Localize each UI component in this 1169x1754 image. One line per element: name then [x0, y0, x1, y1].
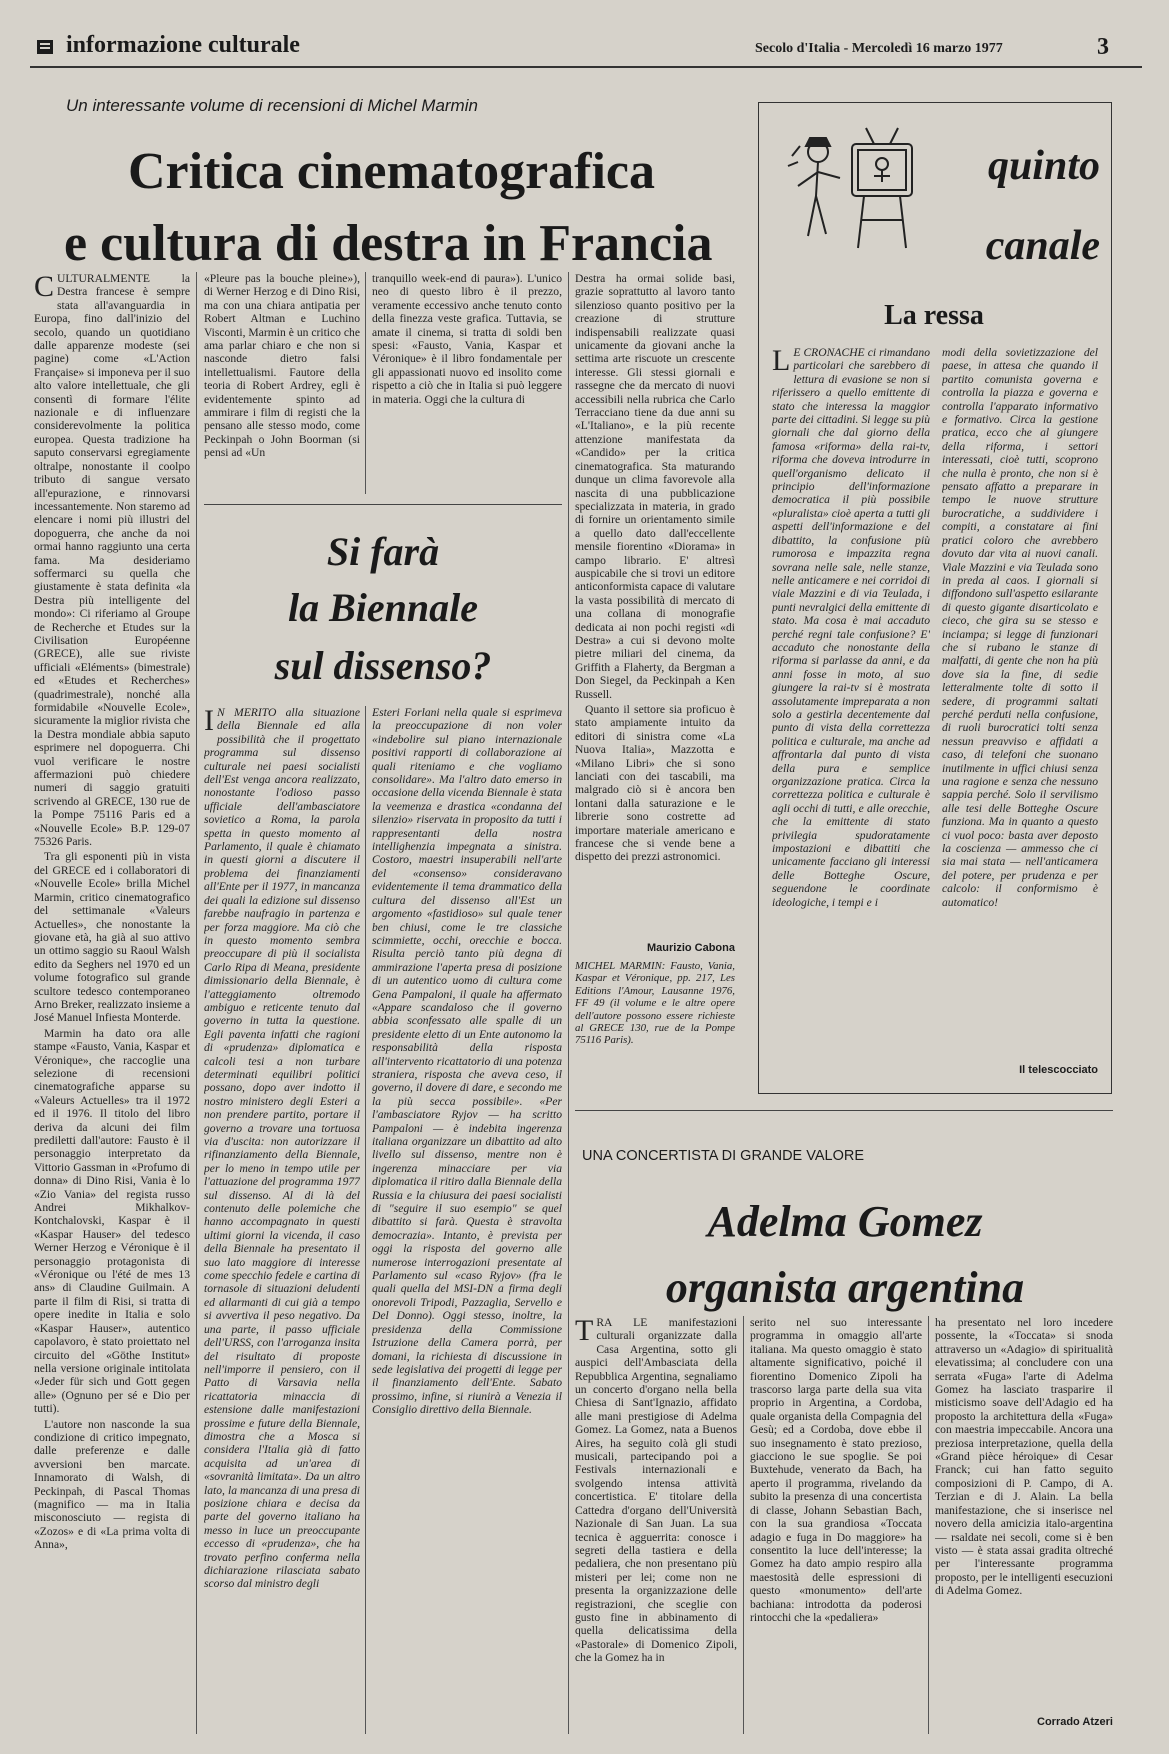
section-title: informazione culturale [66, 32, 300, 58]
section-icon [36, 38, 54, 56]
quinto-column-1 [772, 346, 930, 1076]
quinto-subtitle: La ressa [884, 300, 984, 331]
main-column-3 [372, 272, 562, 490]
main-col1-para1: ULTURALMENTE la Destra francese è sempre stata all'avanguardia in Europa, fino dall'inizio del secolo, quando un quotidiano dalle apparenze modeste (sei pagine) come «L'Action Française» si imponeva per il suo alto valore intellettuale, che gli consentì di formare l'élite nazionale e di influenzare considerevolmente la politica europea. Questa tradizione ha saputo conservarsi egregiamente oltralpe, nonostante il coolpo tributo di sangue versato all'epurazione, e rinnovarsi incessantemente. Non staremo ad elencare i nomi più illustri del dopoguerra, che anche da noi ormai hanno raggiunto una certa fama. Ma desideriamo soffermarci su quella che giustamente è stata definita «la Destra più intelligente del mondo»: Ci riferiamo al Groupe de Recherche et Etudes sur la Civilisation Européenne (GRECE), alle sue riviste ufficiali «Eléments» (bimestrale) ed «Etudes et Recherches» (quadrimestrale), nonché alla formidabile «Nouvelle Ecole», sicuramente la miglior rivista che la Destra mondiale abbia saputo esprimere nel dopoguerra. Chi vuol verificare le nostre affermazioni può chiedere numeri di saggio gratuiti scrivendo al GRECE, 130 rue de la Pompe 75116 Paris ed a «Nouvelle Ecole» B.P. 129-07 75326 Paris. [34, 272, 190, 849]
gomez-title-line2: organista argentina [665, 1263, 1025, 1312]
main-col1-para2: Tra gli esponenti più in vista del GRECE ed i collaboratori di «Nouvelle Ecole» brilla Michel Marmin, critico cinematografico del settimanale «Valeurs Actuelles», che nonostante la giovane età, ha già al suo attivo un ottimo saggio su Raoul Walsh edito da Seghers nel 1970 ed un volume fotografico sul grande scultore tedesco contemporaneo Arno Breker, realizzato insieme a José Manuel Infiesta Monterde. [34, 850, 190, 1025]
main-col2-para: «Pleure pas la bouche pleine»), di Werner Herzog e di Dino Risi, ma con una chiara antipatia per Robert Altman e Luchino Visconti, Marmin è un critico che ama parlar chiaro e che non si nasconde dietro falsi intellettualismi. Fautore della teoria di Robert Ardrey, egli è evidentemente spinto ad ammirare i film di registi che la pensano alle stesso modo, come Peckinpah o John Boorman (si pensi ad «Un [204, 272, 360, 460]
gomez-column-3 [935, 1316, 1113, 1712]
gomez-top-rule [575, 1110, 1113, 1111]
main-title-line2: e cultura di destra in Francia [64, 215, 713, 272]
gomez-kicker: UNA CONCERTISTA DI GRANDE VALORE [582, 1148, 864, 1164]
main-column-4 [575, 272, 735, 938]
quinto-column-2 [942, 346, 1098, 1060]
main-col4-para2: Quanto il settore sia proficuo è stato ampiamente intuito da editori di sinistra come «La Nuova Italia», Mazzotta e «Milano Libri» che si sono lanciati con dei tascabili, ma malgrado ciò si è ancora ben lontani dalla saturazione e le librerie sono costrette ad importare materiale americano e francese che si vende bene a dispetto dei prezzi astronomici. [575, 703, 735, 864]
gomez-col3-para: ha presentato nel loro incedere possente, la «Toccata» si snoda attraverso un «Adagio» di spiritualità elevatissima; al concludere con una serrata «Fuga» l'arte di Adelma Gomez ha lasciato trasparire il misticismo soave dell'Adagio ed ha proposto la architettura della «Fuga» con maestria impeccabile. Ancora una preziosa interpretazione, quella della «Grand pièce héroique» di Cesar Franck; cui han fatto seguito composizioni di P. Campo, di A. Terzian e di J. Alain. La bella manifestazione, che si inserisce nel novero della amicizia italo-argentina — rsaldate nei secoli, come si è ben visto — è stata assai gradita oltreché per l'interessante programma proposto, per le intelligenti esecuzioni di Adelma Gomez. [935, 1316, 1113, 1598]
main-col1-para4: L'autore non nasconde la sua condizione di critico impegnato, dalle preferenze e dalle avversioni ben marcate. Innamorato di Walsh, di Peckinpah, di Pascal Thomas (magnifico — ma in Italia misconosciuto — regista di «Zozos» e di «La prima volta di Anna», [34, 1417, 190, 1552]
main-column-2 [204, 272, 360, 490]
gomez-col2-para: serito nel suo interessante programma in omaggio all'arte italiana. Ma questo omaggio è stato altamente significativo, poiché il fiorentino Domenico Zipoli ha trascorso larga parte della sua vita proprio in Argentina, a Cordoba, quale organista della Compagnia del Gesù; ed a Cordoba, dove ebbe il suo insegnamento è stato prezioso, giacciono le sue spoglie. Se poi Buxtehude, venerato da Bach, ha aperto il programma, rivelando da subito la presenza di una concertista di classe, Johann Sebastian Bach, con la sua grandiosa «Toccata adagio e fuga in Do maggiore» ha consentito la luce dell'interesse; la Gomez ha dato ampio respiro alla maestosità delle espressioni di questo «monumento» dell'arte bachiana: introdotta da poderosi rintocchi che la «pedaliera» [750, 1316, 922, 1624]
quinto-title-line2: canale [985, 223, 1100, 269]
gomez-dropcap: T [575, 1316, 594, 1347]
column-rule [196, 272, 197, 1734]
column-rule [928, 1316, 929, 1734]
biennale-col2-para: Esteri Forlani nella quale si esprimeva la preoccupazione di non voler «indebolire sul piano internazionale positivi rapporti di collaborazione ai quali riteniamo e che vogliamo consolidare». Ma l'altro dato emerso in occasione della vicenda Biennale è stata la veemenza e drastica «condanna del silenzio» riservata in proposito da tutti i rappresentanti della nostra intellighenzia impegnata a sinistra. Costoro, maestri insuperabili nell'arte del «consenso» consideravano evidentemente il tema drammatico della cultura del dissenso all'Est un argomento «fastidioso» sul quale tener ben chiusi, come le tre classiche scimmiette, occhi, orecchie e bocca. Risulta perciò tanto più degna di ammirazione l'aperta presa di posizione di un autentico uomo di cultura come Gena Pampaloni, il quale ha affermato «Appare scandaloso che il governo abbia sconfessato alle spalle di un presidente eletto di un Ente autonomo la responsabilità della risposta all'intervento ricattatorio di una potenza straniera, risposta che aveva ceso, il governo, il dovere di dare, e secondo me la più secca possibile». «Per l'ambasciatore Ryjov — ha scritto Pampaloni — è indebita ingerenza italiana organizzare un dibattito ad alto livello sul dissenso, mentre non è ingerenza minacciare per via diplomatica il ritiro dalla Biennale della Russia e la chiusura dei paesi socialisti di "seguire il suo esempio" se quel dibattito si farà. Questa è stravolta democrazia». Intanto, è prevista per oggi la risposta del governo alle numerose interrogazioni presentate al Parlamento sul «caso Ryjov» (fra le quali quella del MSI-DN a firma degli onorevoli Tripodi, Pazzaglia, Servello e Del Donno). Oggi stesso, inoltre, la presidenza della Commissione Istruzione della Camera porrà, per domani, la richiesta di discussione in sede legislativa dei progetti di legge per il finanziamento dell'Ente. Sabato prossimo, infine, si riunirà a Venezia il Consiglio direttivo della Biennale. [372, 706, 562, 1417]
biennale-column-1 [204, 706, 360, 1734]
quinto-signature: Il telescocciato [1019, 1064, 1098, 1076]
gomez-title-line1: Adelma Gomez [707, 1197, 983, 1246]
gomez-column-2 [750, 1316, 922, 1734]
main-dropcap: C [34, 272, 55, 303]
main-col3-para: tranquillo week-end di paura»). L'unico neo di questo libro è il prezzo, veramente eccessivo anche tenuto conto della finezza veste grafica. Tuttavia, se amate il cinema, si tratta di soldi ben spesi: «Fausto, Vania, Kaspar et Véronique» è il libro fondamentale per gli appassionati nuovo ed insolito come rispetto a ciò che in Italia si può leggere in materia. Oggi che la cultura di [372, 272, 562, 406]
quinto-title-line1: quinto [987, 143, 1100, 189]
main-kicker: Un interessante volume di recensioni di Michel Marmin [66, 96, 478, 115]
newspaper-date: Secolo d'Italia - Mercoledì 16 marzo 1977 [755, 41, 1003, 56]
biennale-col1-para: N MERITO alla situazione della Biennale ed alla possibilità che il progettato programma sul dissenso culturale nei paesi socialisti dell'Est venga ancora realizzato, nonostante l'odioso passo ufficiale dell'ambasciatore sovietico a Roma, la parola spetta in questo momento al Parlamento, il quale è chiamato in questi giorni a discutere il problema dei finanziamenti all'Ente per il 1977, in mancanza dei quali la edizione sul dissenso farebbe naufragio in partenza e per forza maggiore. Ma ciò che in questo momento sembra preoccupare di più il socialista Carlo Ripa di Meana, presidente dimissionario della Biennale, è l'atteggiamento oltremodo ambiguo e reticente tenuto dal governo in tutta la questione. Egli paventa infatti che ragioni di «prudenza» diplomatica e calcoli tesi a non turbare determinati equilibri politici possano, dopo aver indotto il nostro ministero degli Esteri a non prendere partito, portare il governo a trovare una tortuosa via d'uscita: non autorizzare il rifinanziamento della Biennale, per lo meno in tempo utile per l'attuazione del programma 1977 sul dissenso. Al di là del contenuto delle polemiche che hanno accompagnato in questi ultimi giorni la vicenda, il caso della Biennale ha presentato il suo lato maggiore di interesse come specchio fedele e cartina di tornasole di situazioni deludenti ed allarmanti di cui già a tempo si avvertiva il peso negativo. Da una parte, il passo ufficiale dell'URSS, con l'arroganza insita del risultato di proposte nell'imporre il pensiero, con il Patto di Varsavia nella ricattatoria minaccia di estensione dalle manifestazioni prossime e future della Biennale, dimostra che a Mosca si considera l'Italia già di fatto acquisita ad un'area di «sovranità limitata». Da un altro lato, la mancanza di una presa di posizione chiara e decisa da parte del governo italiano ha messo in luce un preoccupante eccesso di «prudenza», che ha trovato perfino conferma nella dichiarazione rilasciata sabato scorso dal ministro degli [204, 706, 360, 1591]
quinto-dropcap: L [772, 346, 791, 377]
tv-cartoon-icon [778, 116, 928, 256]
main-title-line1: Critica cinematografica [128, 143, 656, 200]
gomez-column-1 [575, 1316, 737, 1734]
biennale-column-2 [372, 706, 562, 1734]
gomez-col1-para: RA LE manifestazioni culturali organizzate dalla Casa Argentina, sotto gli auspici dell'Ambasciata della Repubblica Argentina, segnaliamo un concerto d'organo nella bella Chiesa di Sant'Ignazio, affidato alle mani prestigiose di Adelma Gomez. La Gomez, nata a Buenos Aires, ha seguito colà gli studi musicali, partecipando poi a Festivals internazionali e svolgendo intensa attività concertistica. E' titolare della Cattedra d'organo dell'Università Nazionale di San Juan. La sua tecnica è agguerrita: conosce i segreti della tastiera e della pedaliera, che non presentano più misteri per lei; come non ne presenta la organizzazione delle registrazioni, che sceglie con gusto fine in abbinamento di quella delicatissima della «Pastorale» di Domenico Zipoli, che la Gomez ha in [575, 1316, 737, 1665]
main-col1-para3: Marmin ha dato ora alle stampe «Fausto, Vania, Kaspar et Véronique», che raccoglie una selezione di recensioni cinematografiche apparse su «Valeurs Actuelles» tra il 1972 ed il 1976. Il titolo del libro deriva da alcuni dei film prediletti dall'autore: Fausto è il personaggio interpretato da Vittorio Gassman in «Profumo di donna» di Dino Risi, Vania è lo «Zio Vania» del regista russo Andrei Mikhalkov-Kontchalovski, Kaspar è il «Kaspar Hauser» del tedesco Werner Herzog e Véronique è il personaggio protagonista di «Véronique ou l'été de mes 13 ans» di Claudine Guilmain. A parte il film di Risi, si tratta di opere inedite in Italia e solo «Kaspar Hauser», autentico capolavoro, è stato proiettato nel circuito del «Göthe Institut» nella versione originale intitolata «Jeder für sich und Gott gegen alle» (Ognuno per sé e Dio per tutti). [34, 1026, 190, 1416]
column-rule [743, 1316, 744, 1734]
quinto-col1-para: E CRONACHE ci rimandano particolari che sarebbero di lettura di evasione se non si riferissero a quello emittente di stato che interessa la maggior parte dei cittadini. Si legge su più giornali che dal giorno della famosa «riforma» della rai-tv, riforma che doveva introdurre in quell'organismo delicato il principio dell'informazione democratica il più possibile «pluralista» cioè aperta a tutti gli aspetti dell'informazione e del dibattito, la confusione più rumorosa e impazzita regna sovrana nelle sale, nelle stanze, nelle anticamere e nei corridoi di viale Mazzini e di via Teulada, i punti nevralgici della emittente di stato. Ma cosa è mai accaduto perché regni tale confusione? E' accaduto che nonostante della riforma si parlasse da anni, e da anni fosse in moto, al suo giungere la rai-tv si è mostrata assolutamente impreparata a non solo a gestirla decentemente dal punto di vista della correttezza politica e culturale, ma anche ad affrontarla dal punto di vista della pura e semplice organizzazione pratica. Circa la correttezza politica e culturale è agli occhi di tutti, e alle orecchie, che la emittente di stato privilegia spudoratamente impostazioni e dibattiti che unicamente facciano gli interessi delle Botteghe Oscure, seguendone le coordinate ideologiche, i tempi e i [772, 346, 930, 909]
quinto-col2-para: modi della sovietizzazione del paese, in attesa che quando il partito comunista governa e controlla la piazza e governa e controlla l'apparato informativo e formativo. Circa la gestione pratica, ecco che al giungere della riforma, i settori interessati, cioè tutti, scoprono che nulla è pronto, che non si è pensato affatto a preparare in tempo le nuove strutture burocratiche, a suddividere i compiti, a constatare ai fini pratici coloro che avrebbero dovuto dar vita ai nuovi canali. Viale Mazzini e via Teulada sono in preda al caos. I giornali si diffondono sull'aspetto esilarante di questo gigante disarticolato e cieco, che gira su se stesso e inciampa; si legge di funzionari che si rubano le stanze di malfatti, di gente che non ha più dove sia la fine, di sedie letteralmente tolte di sotto il sedere, di programmi saltati perché perduti nella confusione, di ruoli burocratici tolti senza nessun preavviso e affidati a caso, di telefoni che suonano inutilmente in uffici chiusi senza una ragione e senza che nessuno sappia perché. Solo il servilismo alle tesi delle Botteghe Oscure funziona. Ma in quanto a questo ci vuol poco: basta aver deposto la coscienza — ammesso che ci sia mai stata — nell'anticamera del potere, per prudenza e per calcolo: il conformismo è automatico! [942, 346, 1098, 909]
column-rule [568, 272, 569, 1734]
page-number: 3 [1097, 34, 1109, 60]
gomez-signature: Corrado Atzeri [1037, 1716, 1113, 1728]
column-rule [365, 706, 366, 1734]
main-bibliography: MICHEL MARMIN: Fausto, Vania, Kaspar et Véronique, pp. 217, Les Editions l'Amour, Lausanne 1976, FF 49 (il volume e le altre opere dell'autore possono essere richieste al GRECE 130, rue de la Pompe 75116 Paris). [575, 960, 735, 1047]
biennale-title-line2: la Biennale [287, 585, 479, 630]
biennale-title-line1: Si farà [326, 529, 440, 574]
main-col4-para1: Destra ha ormai solide basi, grazie soprattutto al lavoro tanto silenzioso quanto positivo per la creazione di strutture indispensabili realizzate quasi unicamente da giovani anche la settima arte riscuote un crescente interesse. Gli stessi giornali e rassegne che da mercato di nuovi accessibili nella rubrica che Carlo Terracciano tiene da due anni su «L'Italiano», e la più recente attenzione manifestata da «Candido» per la critica cinematografica. Sta maturando dunque un clima favorevole alla nascita di una pubblicazione specializzata in materia, in grado di fornire un orientamento simile a quello dato dall'eccellente mensile fiorentino «Diorama» in campo librario. E' altresì auspicabile che si trovi un editore anticonformista capace di valutare la vasta possibilità di mercato di una collana di monografie dedicata ai non pochi registi «di Destra» a cui si devono molte pietre miliari del cinema, da Griffith a Flaherty, da Bergman a Don Siegel, da Peckinpah a Ken Russell. [575, 272, 735, 701]
column-rule [365, 272, 366, 494]
header-rule [30, 66, 1142, 68]
biennale-top-rule [204, 504, 562, 505]
main-column-1 [34, 272, 190, 1732]
biennale-title-line3: sul dissenso? [274, 643, 492, 688]
biennale-dropcap: I [204, 706, 214, 737]
main-signature: Maurizio Cabona [646, 942, 735, 954]
